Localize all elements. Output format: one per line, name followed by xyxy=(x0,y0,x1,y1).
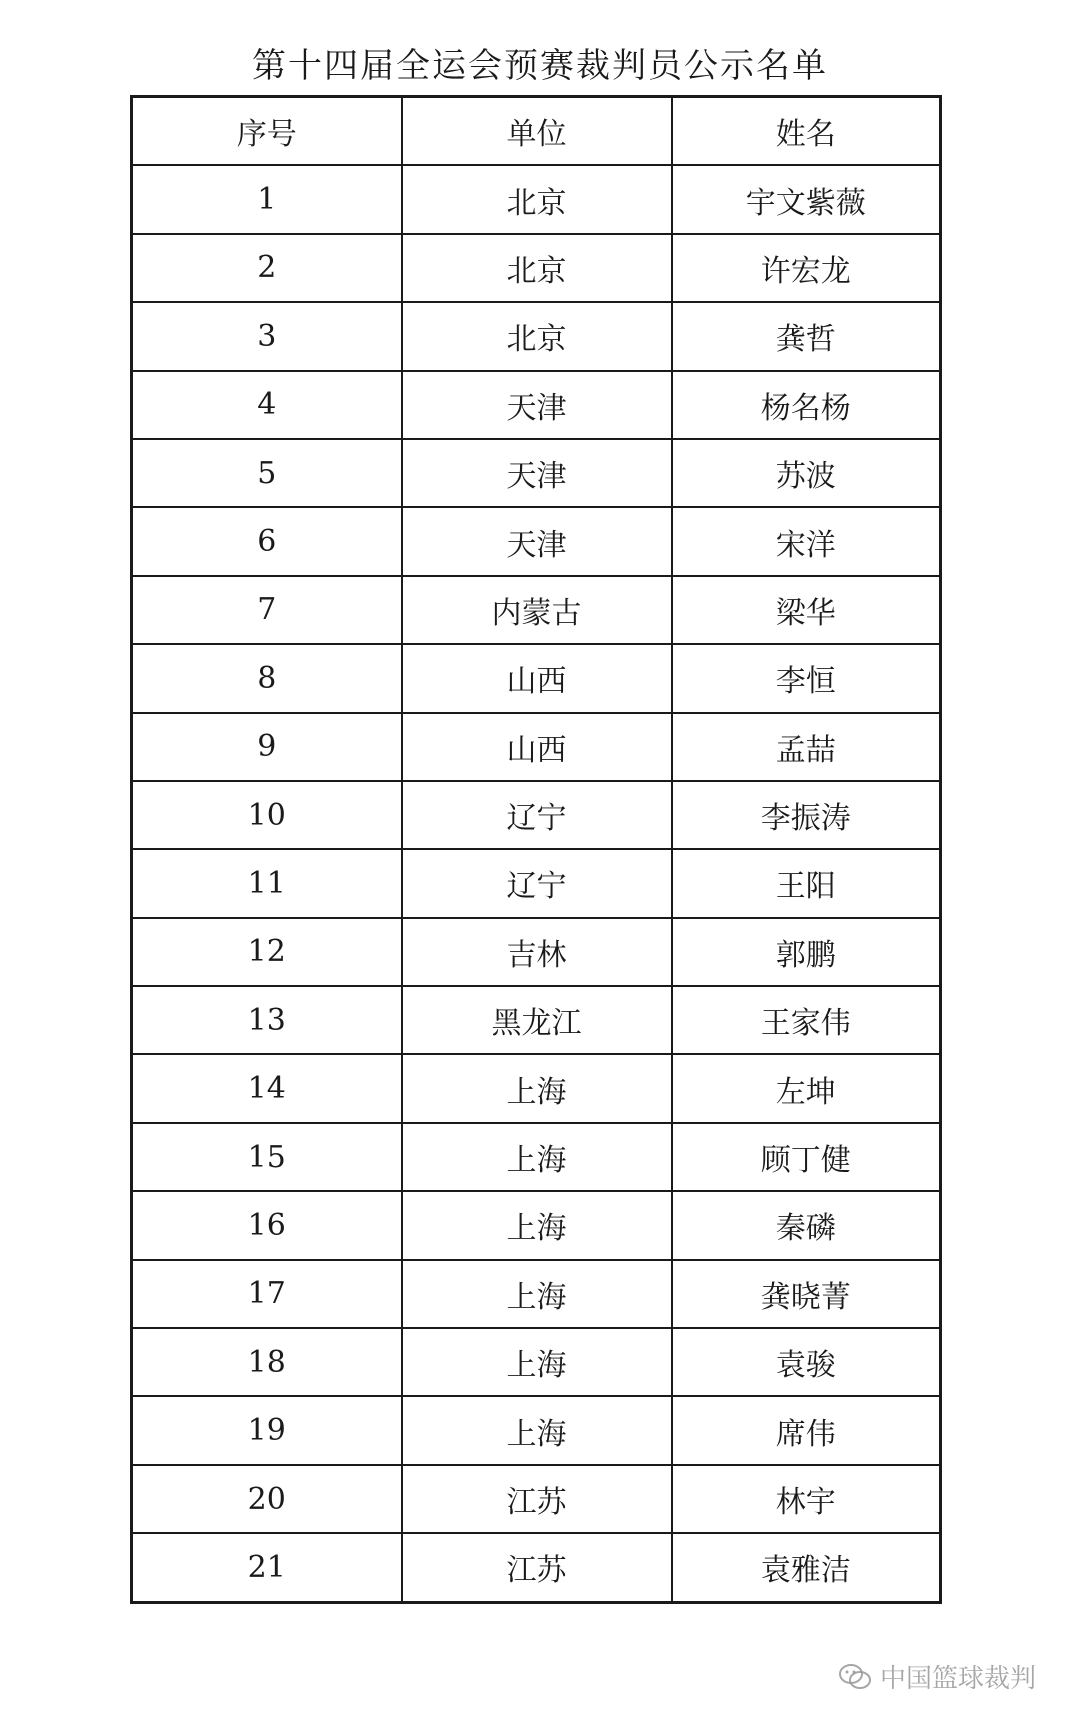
cell-unit: 北京 xyxy=(402,234,672,302)
table-row xyxy=(132,507,941,575)
cell-serial-number: 9 xyxy=(132,713,402,781)
cell-name: 左坤 xyxy=(672,1054,941,1122)
table-row xyxy=(132,644,941,712)
cell-name: 龚晓菁 xyxy=(672,1260,941,1328)
cell-name: 宋洋 xyxy=(672,507,941,575)
cell-name: 李振涛 xyxy=(672,781,941,849)
table-row xyxy=(132,1328,941,1396)
cell-serial-number: 2 xyxy=(132,234,402,302)
cell-serial-number: 8 xyxy=(132,644,402,712)
cell-serial-number: 14 xyxy=(132,1054,402,1122)
cell-unit: 天津 xyxy=(402,439,672,507)
cell-unit: 上海 xyxy=(402,1191,672,1259)
cell-unit: 黑龙江 xyxy=(402,986,672,1054)
header-unit: 单位 xyxy=(402,97,672,166)
table-row xyxy=(132,1191,941,1259)
cell-name: 杨名杨 xyxy=(672,371,941,439)
table-row xyxy=(132,439,941,507)
cell-serial-number: 7 xyxy=(132,576,402,644)
cell-name: 顾丁健 xyxy=(672,1123,941,1191)
cell-name: 孟喆 xyxy=(672,713,941,781)
cell-name: 王家伟 xyxy=(672,986,941,1054)
watermark xyxy=(838,1658,1036,1695)
table-row xyxy=(132,849,941,917)
cell-unit: 上海 xyxy=(402,1260,672,1328)
cell-name: 李恒 xyxy=(672,644,941,712)
table-row xyxy=(132,302,941,370)
cell-unit: 辽宁 xyxy=(402,781,672,849)
cell-serial-number: 11 xyxy=(132,849,402,917)
cell-name: 许宏龙 xyxy=(672,234,941,302)
cell-serial-number: 19 xyxy=(132,1396,402,1464)
wechat-icon xyxy=(838,1663,872,1691)
referee-roster-table xyxy=(130,95,942,1604)
table-row xyxy=(132,165,941,233)
table-row xyxy=(132,1396,941,1464)
table-row xyxy=(132,1465,941,1533)
cell-unit: 江苏 xyxy=(402,1465,672,1533)
cell-unit: 山西 xyxy=(402,644,672,712)
cell-name: 席伟 xyxy=(672,1396,941,1464)
cell-name: 梁华 xyxy=(672,576,941,644)
cell-serial-number: 1 xyxy=(132,165,402,233)
cell-unit: 江苏 xyxy=(402,1533,672,1602)
table-row xyxy=(132,713,941,781)
table-row xyxy=(132,1123,941,1191)
cell-serial-number: 10 xyxy=(132,781,402,849)
cell-unit: 天津 xyxy=(402,507,672,575)
table-row xyxy=(132,918,941,986)
table-row xyxy=(132,781,941,849)
cell-name: 王阳 xyxy=(672,849,941,917)
cell-unit: 辽宁 xyxy=(402,849,672,917)
cell-unit: 上海 xyxy=(402,1396,672,1464)
table-row xyxy=(132,986,941,1054)
cell-serial-number: 15 xyxy=(132,1123,402,1191)
cell-unit: 上海 xyxy=(402,1054,672,1122)
table-row xyxy=(132,234,941,302)
cell-serial-number: 4 xyxy=(132,371,402,439)
header-serial-number: 序号 xyxy=(132,97,402,166)
cell-unit: 上海 xyxy=(402,1328,672,1396)
watermark-text: 中国篮球裁判 xyxy=(879,1664,1036,1694)
page-title: 第十四届全运会预赛裁判员公示名单 xyxy=(252,46,828,86)
table-row xyxy=(132,371,941,439)
cell-name: 袁雅洁 xyxy=(672,1533,941,1602)
cell-serial-number: 6 xyxy=(132,507,402,575)
cell-unit: 上海 xyxy=(402,1123,672,1191)
cell-serial-number: 5 xyxy=(132,439,402,507)
cell-unit: 内蒙古 xyxy=(402,576,672,644)
cell-serial-number: 12 xyxy=(132,918,402,986)
cell-name: 宇文紫薇 xyxy=(672,165,941,233)
cell-serial-number: 21 xyxy=(132,1533,402,1602)
cell-serial-number: 17 xyxy=(132,1260,402,1328)
cell-serial-number: 18 xyxy=(132,1328,402,1396)
header-name: 姓名 xyxy=(672,97,941,166)
cell-serial-number: 13 xyxy=(132,986,402,1054)
cell-name: 龚哲 xyxy=(672,302,941,370)
cell-serial-number: 20 xyxy=(132,1465,402,1533)
cell-serial-number: 16 xyxy=(132,1191,402,1259)
cell-name: 郭鹏 xyxy=(672,918,941,986)
table-row xyxy=(132,1260,941,1328)
table-row xyxy=(132,576,941,644)
cell-unit: 北京 xyxy=(402,302,672,370)
cell-serial-number: 3 xyxy=(132,302,402,370)
cell-name: 苏波 xyxy=(672,439,941,507)
cell-unit: 天津 xyxy=(402,371,672,439)
table-header-row xyxy=(132,97,941,166)
table-row xyxy=(132,1533,941,1602)
cell-name: 林宇 xyxy=(672,1465,941,1533)
cell-name: 秦磷 xyxy=(672,1191,941,1259)
cell-name: 袁骏 xyxy=(672,1328,941,1396)
cell-unit: 北京 xyxy=(402,165,672,233)
table-row xyxy=(132,1054,941,1122)
cell-unit: 山西 xyxy=(402,713,672,781)
cell-unit: 吉林 xyxy=(402,918,672,986)
